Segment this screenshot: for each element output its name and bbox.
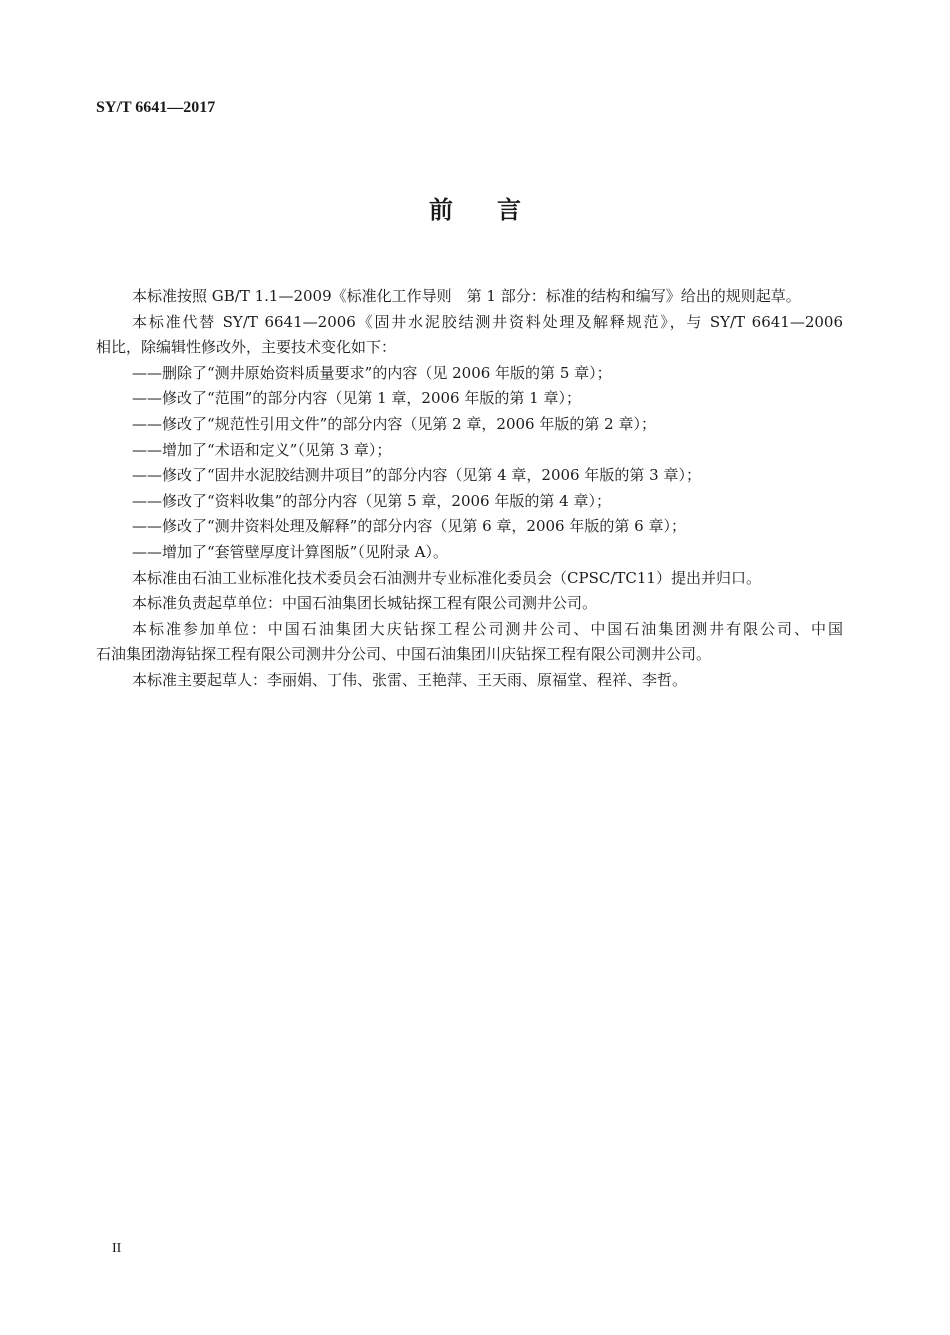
paragraph-participating-units: 本标准参加单位：中国石油集团大庆钻探工程公司测井公司、中国石油集团测井有限公司、中国 <box>132 619 843 638</box>
foreword-body <box>96 284 843 694</box>
change-item: ——修改了“测井资料处理及解释”的部分内容（见第 6 章，2006 年版的第 6 章）； <box>132 517 686 536</box>
paragraph-proposer: 本标准由石油工业标准化技术委员会石油测井专业标准化委员会（CPSC/TC11）提出并归口。 <box>132 568 761 587</box>
paragraph-drafting-rules: 本标准按照 GB/T 1.1—2009《标准化工作导则 第 1 部分：标准的结构和编写》给出的规则起草。 <box>132 287 801 305</box>
paragraph-participating-units-cont: 石油集团渤海钻探工程有限公司测井分公司、中国石油集团川庆钻探工程有限公司测井公司。 <box>96 645 712 664</box>
change-item: ——修改了“资料收集”的部分内容（见第 5 章，2006 年版的第 4 章）； <box>132 491 611 510</box>
page-number: II <box>112 1241 122 1256</box>
change-item: ——增加了“术语和定义”（见第 3 章）； <box>132 440 392 459</box>
page-title: 前言 <box>429 196 565 224</box>
paragraph-drafters: 本标准主要起草人：李丽娟、丁伟、张雷、王艳萍、王天雨、原福堂、程祥、李哲。 <box>132 670 688 689</box>
document-number: SY/T 6641—2017 <box>96 99 216 116</box>
paragraph-replaces: 本标准代替 SY/T 6641—2006《固井水泥胶结测井资料处理及解释规范》，与 SY/T 6641—2006 <box>132 312 843 331</box>
change-item: ——修改了“固井水泥胶结测井项目”的部分内容（见第 4 章，2006 年版的第 3 章）； <box>132 466 701 485</box>
change-item: ——增加了“套管壁厚度计算图版”（见附录 A）。 <box>132 542 448 561</box>
change-item: ——修改了“规范性引用文件”的部分内容（见第 2 章，2006 年版的第 2 章）； <box>132 414 656 433</box>
paragraph-replaces-cont: 相比，除编辑性修改外，主要技术变化如下： <box>96 338 397 357</box>
paragraph-drafting-unit: 本标准负责起草单位：中国石油集团长城钻探工程有限公司测井公司。 <box>132 594 598 613</box>
change-item: ——修改了“范围”的部分内容（见第 1 章，2006 年版的第 1 章）； <box>132 389 581 408</box>
change-item: ——删除了“测井原始资料质量要求”的内容（见 2006 年版的第 5 章）； <box>132 363 612 382</box>
